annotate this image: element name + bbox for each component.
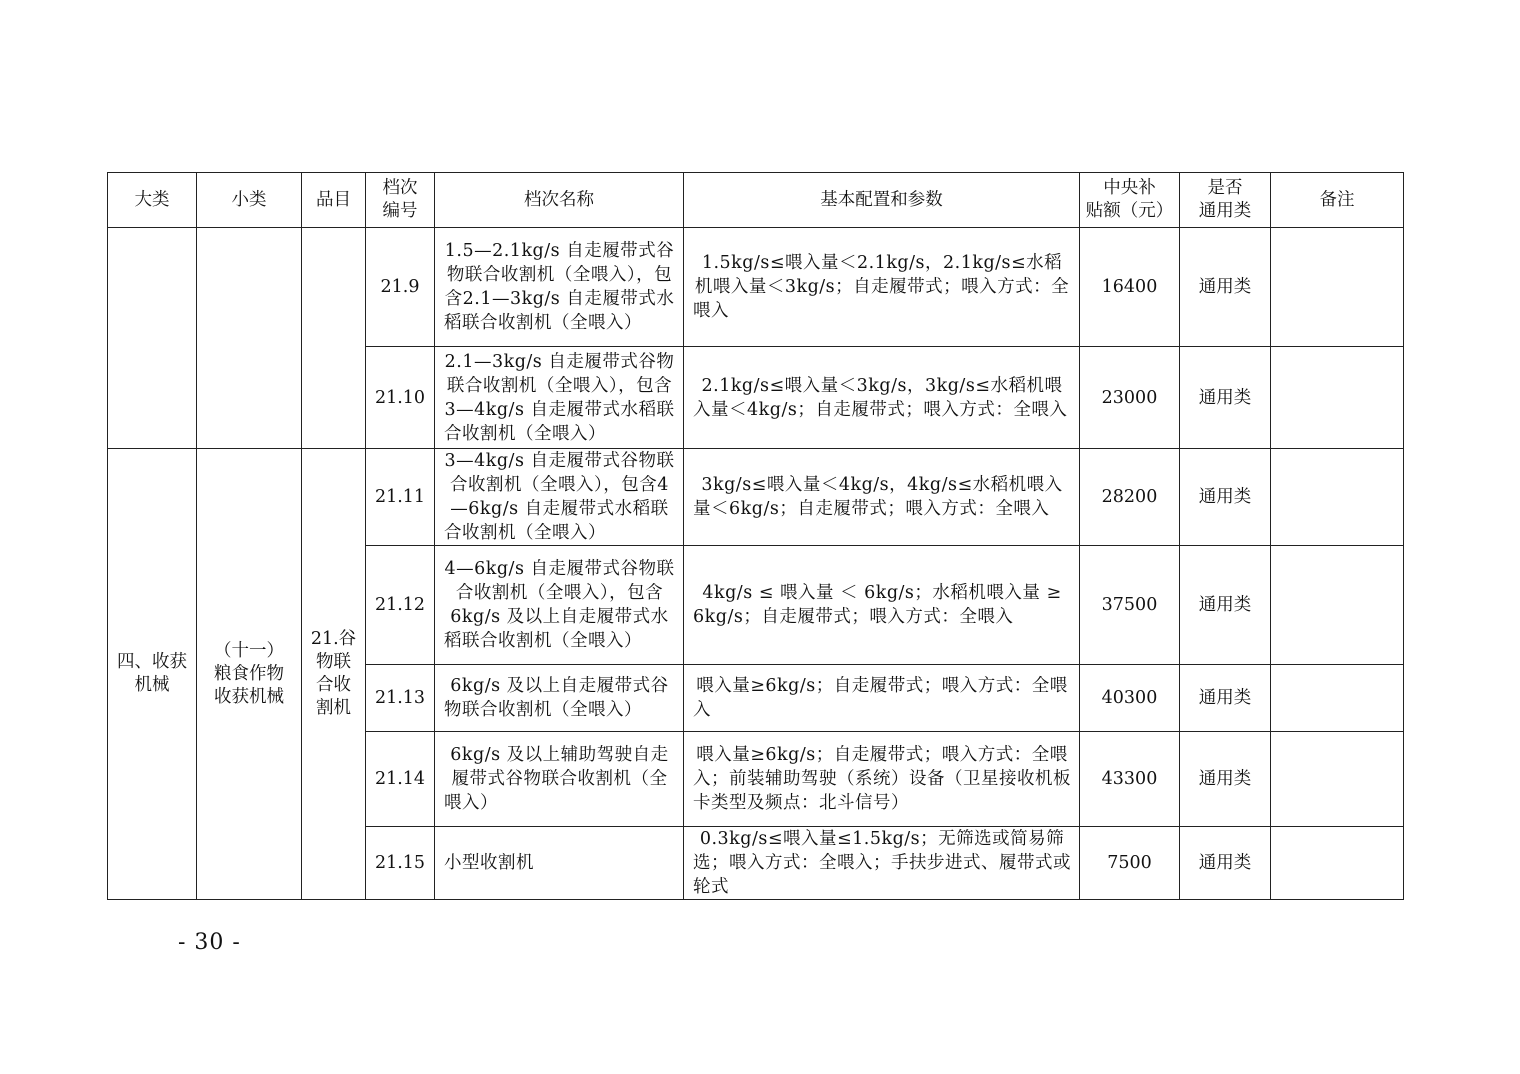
subsidy-amount: 7500 [1080, 827, 1180, 900]
tier-code: 21.10 [366, 347, 435, 449]
config-params: 1.5kg/s≤喂入量＜2.1kg/s，2.1kg/s≤水稻机喂入量＜3kg/s；自走履带式；喂入方式：全喂入 [684, 228, 1080, 347]
subsidy-amount: 40300 [1080, 665, 1180, 732]
general-flag: 通用类 [1180, 827, 1271, 900]
config-params: 4kg/s ≤ 喂入量 ＜ 6kg/s；水稻机喂入量 ≥ 6kg/s；自走履带式；喂入方式：全喂入 [684, 546, 1080, 665]
header-item: 品目 [302, 173, 366, 228]
tier-code: 21.12 [366, 546, 435, 665]
general-flag: 通用类 [1180, 228, 1271, 347]
table-row [108, 449, 1404, 546]
remark [1271, 228, 1404, 347]
minor-category: （十一） 粮食作物 收获机械 [197, 449, 302, 900]
header-general: 是否 通用类 [1180, 173, 1271, 228]
table-row [108, 228, 1404, 347]
config-params: 3kg/s≤喂入量＜4kg/s，4kg/s≤水稻机喂入量＜6kg/s；自走履带式；喂入方式：全喂入 [684, 449, 1080, 546]
subsidy-amount: 16400 [1080, 228, 1180, 347]
subsidy-table [107, 172, 1404, 900]
remark [1271, 347, 1404, 449]
general-flag: 通用类 [1180, 546, 1271, 665]
subsidy-amount: 23000 [1080, 347, 1180, 449]
tier-code: 21.14 [366, 732, 435, 827]
table-header-row [108, 173, 1404, 228]
remark [1271, 827, 1404, 900]
header-minor: 小类 [197, 173, 302, 228]
tier-name: 6kg/s 及以上辅助驾驶自走履带式谷物联合收割机（全喂入） [435, 732, 684, 827]
general-flag: 通用类 [1180, 665, 1271, 732]
tier-name: 3—4kg/s 自走履带式谷物联合收割机（全喂入），包含4—6kg/s 自走履带式水稻联合收割机（全喂入） [435, 449, 684, 546]
subsidy-amount: 28200 [1080, 449, 1180, 546]
remark [1271, 732, 1404, 827]
remark [1271, 665, 1404, 732]
minor-cell-continued [197, 228, 302, 449]
header-tier-name: 档次名称 [435, 173, 684, 228]
header-major: 大类 [108, 173, 197, 228]
tier-code: 21.11 [366, 449, 435, 546]
remark [1271, 546, 1404, 665]
tier-code: 21.13 [366, 665, 435, 732]
tier-name: 6kg/s 及以上自走履带式谷物联合收割机（全喂入） [435, 665, 684, 732]
tier-code: 21.9 [366, 228, 435, 347]
header-remark: 备注 [1271, 173, 1404, 228]
tier-name: 小型收割机 [435, 827, 684, 900]
tier-code: 21.15 [366, 827, 435, 900]
subsidy-amount: 43300 [1080, 732, 1180, 827]
item-cell-continued [302, 228, 366, 449]
config-params: 喂入量≥6kg/s；自走履带式；喂入方式：全喂入；前装辅助驾驶（系统）设备（卫星接收机板卡类型及频点：北斗信号） [684, 732, 1080, 827]
header-config: 基本配置和参数 [684, 173, 1080, 228]
header-tier-code: 档次 编号 [366, 173, 435, 228]
major-cell-continued [108, 228, 197, 449]
subsidy-amount: 37500 [1080, 546, 1180, 665]
item-category: 21.谷 物联 合收 割机 [302, 449, 366, 900]
config-params: 喂入量≥6kg/s；自走履带式；喂入方式：全喂入 [684, 665, 1080, 732]
config-params: 0.3kg/s≤喂入量≤1.5kg/s；无筛选或简易筛选；喂入方式：全喂入；手扶步进式、履带式或轮式 [684, 827, 1080, 900]
general-flag: 通用类 [1180, 449, 1271, 546]
tier-name: 2.1—3kg/s 自走履带式谷物联合收割机（全喂入），包含 3—4kg/s 自走履带式水稻联合收割机（全喂入） [435, 347, 684, 449]
tier-name: 4—6kg/s 自走履带式谷物联合收割机（全喂入），包含6kg/s 及以上自走履带式水稻联合收割机（全喂入） [435, 546, 684, 665]
page-number: - 30 - [178, 930, 241, 955]
config-params: 2.1kg/s≤喂入量＜3kg/s，3kg/s≤水稻机喂入量＜4kg/s；自走履带式；喂入方式：全喂入 [684, 347, 1080, 449]
remark [1271, 449, 1404, 546]
header-subsidy: 中央补 贴额（元） [1080, 173, 1180, 228]
general-flag: 通用类 [1180, 347, 1271, 449]
general-flag: 通用类 [1180, 732, 1271, 827]
tier-name: 1.5—2.1kg/s 自走履带式谷物联合收割机（全喂入），包含2.1—3kg/s 自走履带式水稻联合收割机（全喂入） [435, 228, 684, 347]
major-category: 四、收获 机械 [108, 449, 197, 900]
